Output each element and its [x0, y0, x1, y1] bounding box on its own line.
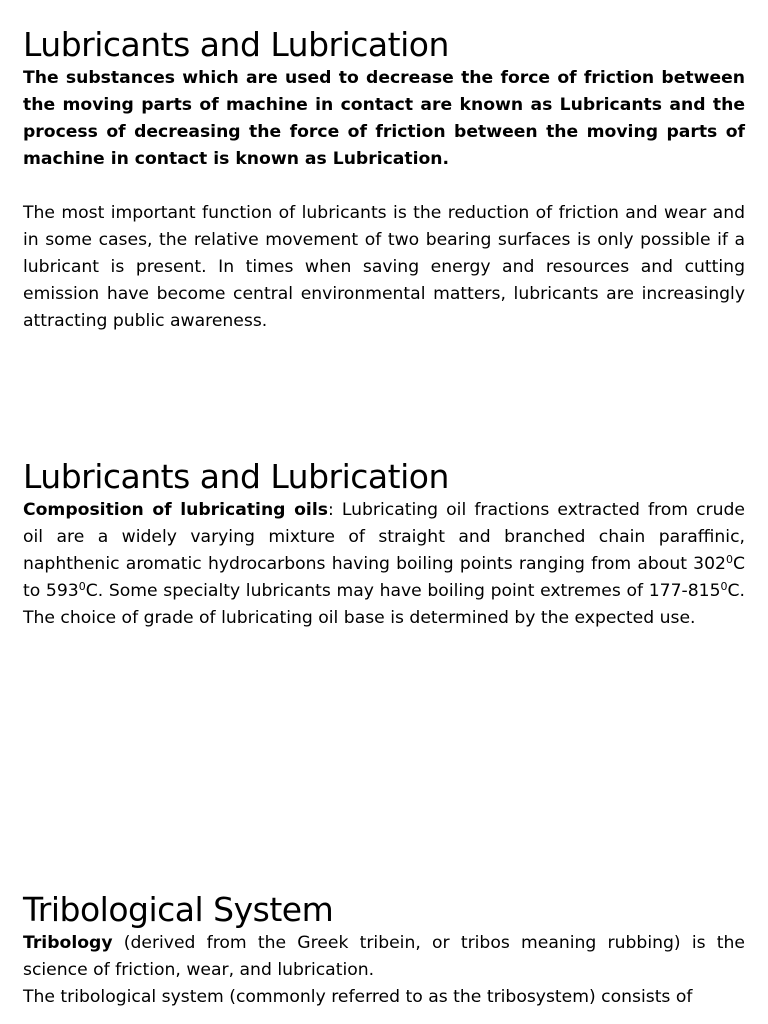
definition-paragraph: The substances which are used to decrease the force of friction between the moving parts of machine in contact are known as Lubricants and the process of decreasing the force of friction between the moving parts of machine in contact is known as Lubrication.	[23, 68, 745, 169]
tribosystem-paragraph: The tribological system (commonly referred to as the tribosystem) consists of	[23, 987, 693, 1007]
tribology-lead: Tribology	[23, 933, 113, 953]
slide-title: Lubricants and Lubrication	[23, 457, 449, 496]
composition-text-c: C. Some specialty lubricants may have boiling point extremes of 177-815	[85, 581, 721, 601]
superscript-degree: 0	[725, 553, 733, 566]
slide-title: Tribological System	[23, 890, 334, 929]
composition-text-b: C to 593	[23, 554, 745, 601]
composition-lead: Composition of lubricating oils	[23, 500, 328, 520]
slide-lubricants-definition	[23, 25, 745, 335]
slide-tribological-system	[23, 890, 745, 1011]
tribology-text: (derived from the Greek tribein, or tribos meaning rubbing) is the science of friction, wear, and lubrication.	[23, 933, 745, 980]
tribology-paragraph	[23, 930, 745, 984]
slide-lubricating-oils-composition	[23, 457, 745, 632]
composition-paragraph	[23, 497, 745, 632]
function-paragraph: The most important function of lubricants is the reduction of friction and wear and in some cases, the relative movement of two bearing surfaces is only possible if a lubricant is present. In times when saving energy and resources and cutting emission have become central environmental matters, lubricants are increasingly attracting public awareness.	[23, 203, 745, 331]
superscript-degree: 0	[78, 580, 86, 593]
composition-text-d: C. The choice of grade of lubricating oil base is determined by the expected use.	[23, 581, 745, 628]
composition-text-a: : Lubricating oil fractions extracted from crude oil are a widely varying mixture of straight and branched chain paraffinic, naphthenic aromatic hydrocarbons having boiling points ranging from about 302	[23, 500, 745, 574]
slide-title: Lubricants and Lubrication	[23, 25, 449, 64]
superscript-degree: 0	[720, 580, 728, 593]
